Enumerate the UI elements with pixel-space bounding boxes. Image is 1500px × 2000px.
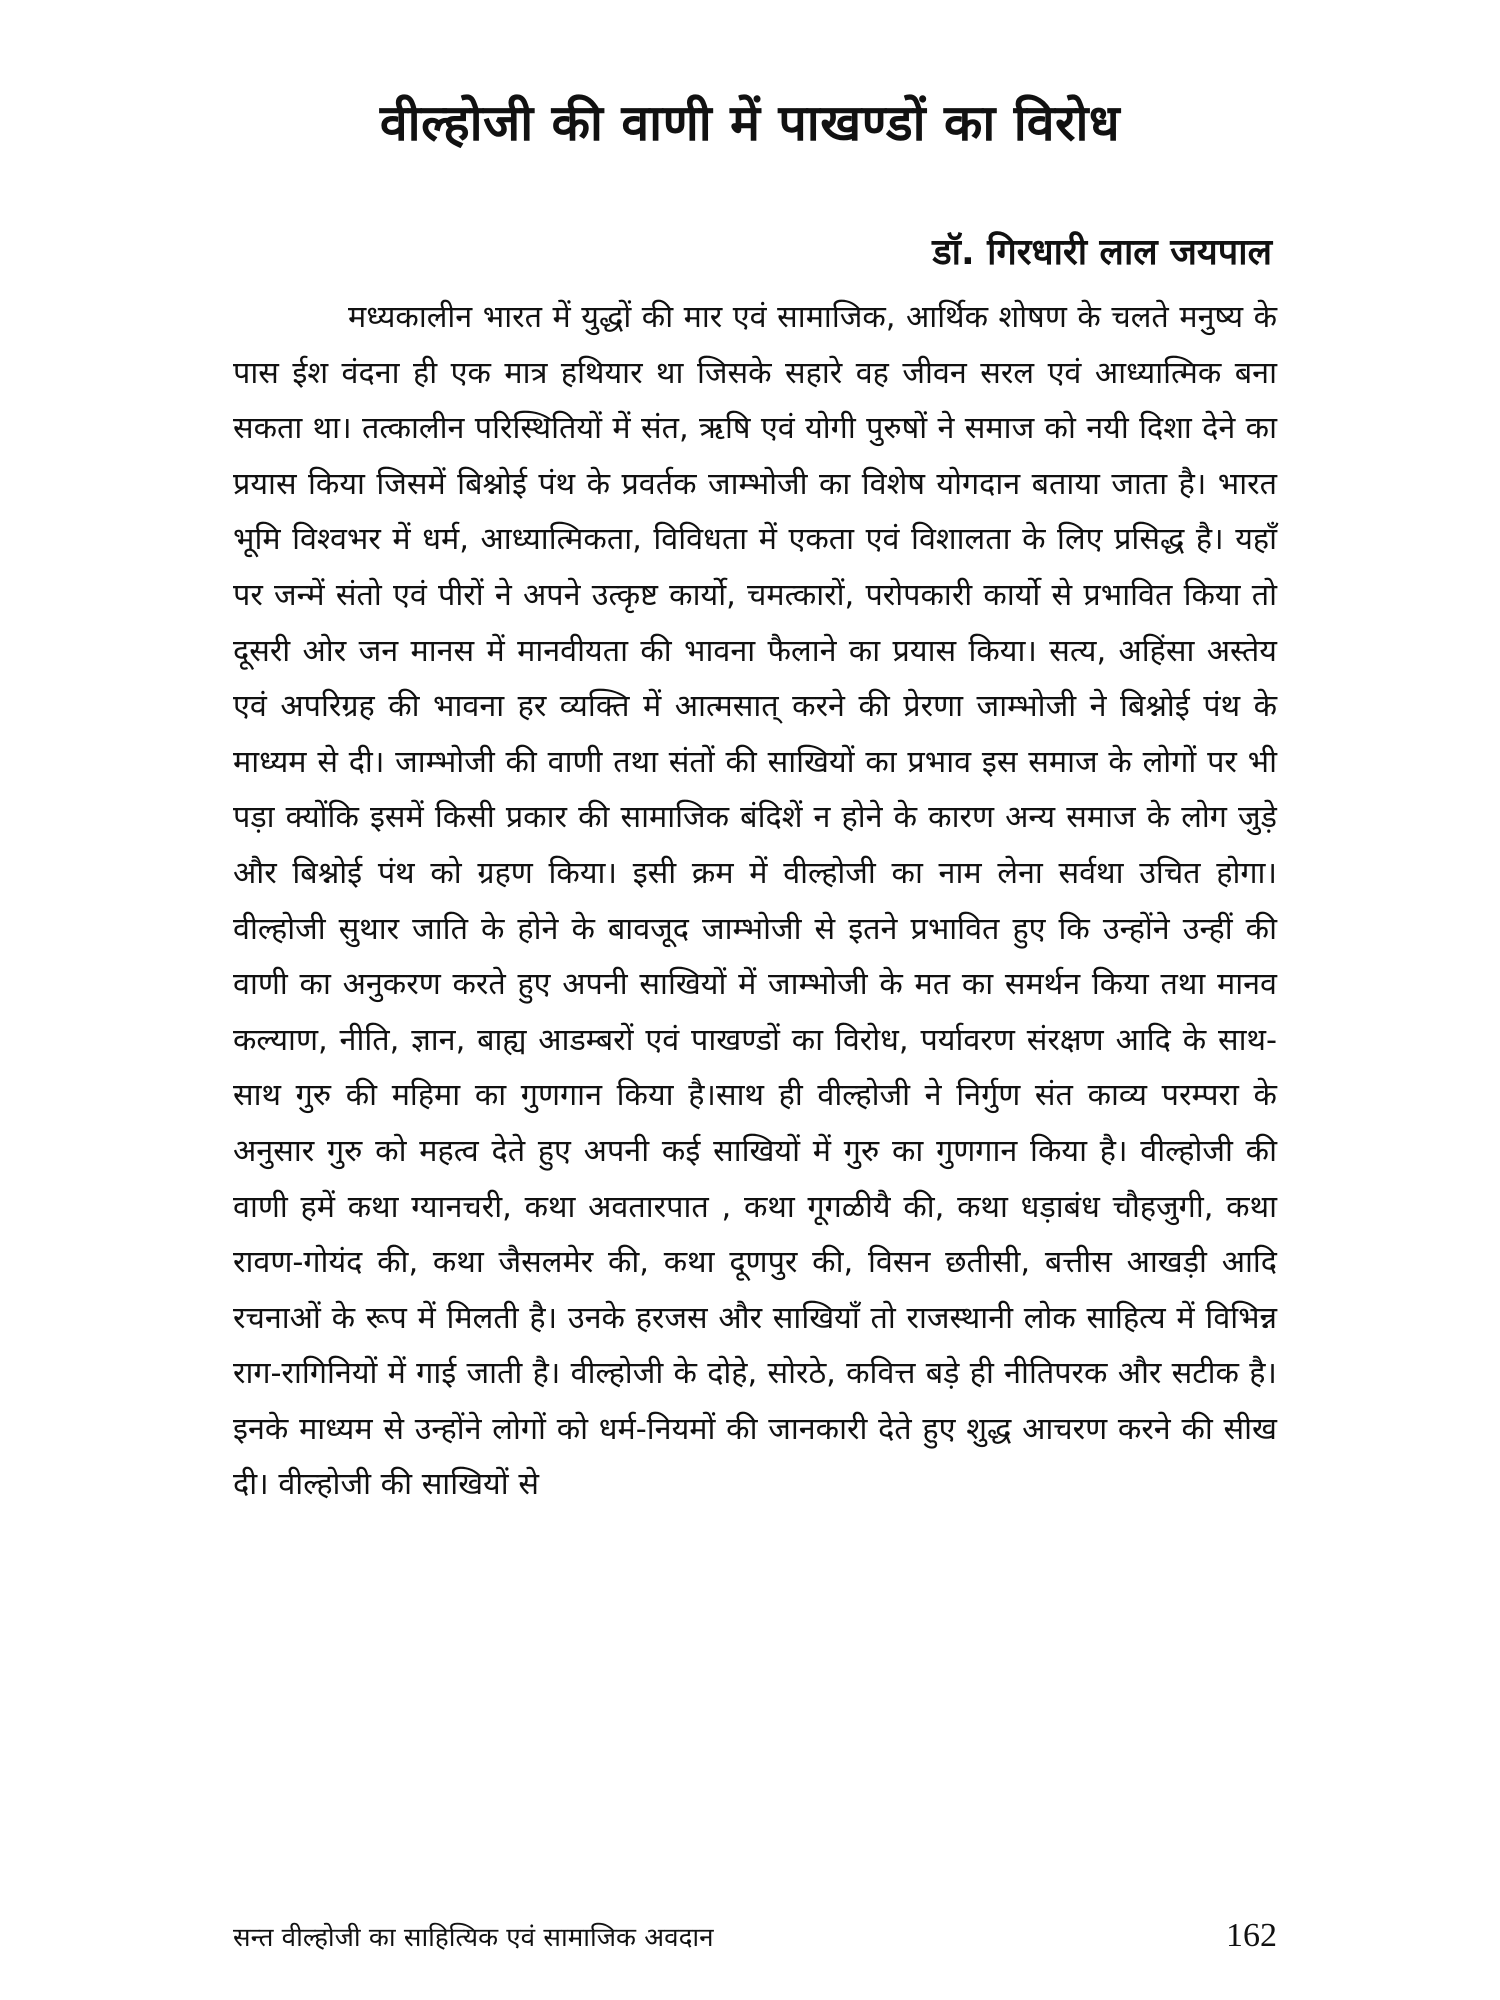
footer-book-title: सन्त वील्होजी का साहित्यिक एवं सामाजिक अवदान	[233, 1923, 714, 1953]
page-number: 162	[1226, 1917, 1277, 1954]
page-footer	[233, 1918, 1277, 1968]
author-name: डॉ. गिरधारी लाल जयपाल	[932, 232, 1272, 273]
body-paragraph: मध्यकालीन भारत में युद्धों की मार एवं सामाजिक, आर्थिक शोषण के चलते मनुष्य के पास ईश वंदना ही एक मात्र हथियार था जिसके सहारे वह जीवन सरल एवं आध्यात्मिक बना सकता था। तत्कालीन परिस्थितियों में संत, ऋषि एवं योगी पुरुषों ने समाज को नयी दिशा देने का प्रयास किया जिसमें बिश्नोई पंथ के प्रवर्तक जाम्भोजी का विशेष योगदान बताया जाता है। भारत भूमि विश्वभर में धर्म, आध्यात्मिकता, विविधता में एकता एवं विशालता के लिए प्रसिद्ध है। यहाँ पर जन्में संतो एवं पीरों ने अपने उत्कृष्ट कार्यो, चमत्कारों, परोपकारी कार्यो से प्रभावित किया तो दूसरी ओर जन मानस में मानवीयता की भावना फैलाने का प्रयास किया। सत्य, अहिंसा अस्तेय एवं अपरिग्रह की भावना हर व्यक्ति में आत्मसात् करने की प्रेरणा जाम्भोजी ने बिश्नोई पंथ के माध्यम से दी। जाम्भोजी की वाणी तथा संतों की साखियों का प्रभाव इस समाज के लोगों पर भी पड़ा क्योंकि इसमें किसी प्रकार की सामाजिक बंदिशें न होने के कारण अन्य समाज के लोग जुड़े और बिश्नोई पंथ को ग्रहण किया। इसी क्रम में वील्होजी का नाम लेना सर्वथा उचित होगा। वील्होजी सुथार जाति के होने के बावजूद जाम्भोजी से इतने प्रभावित हुए कि उन्होंने उन्हीं की वाणी का अनुकरण करते हुए अपनी साखियों में जाम्भोजी के मत का समर्थन किया तथा मानव कल्याण, नीति, ज्ञान, बाह्य आडम्बरों एवं पाखण्डों का विरोध, पर्यावरण संरक्षण आदि के साथ-साथ गुरु की महिमा का गुणगान किया है।साथ ही वील्होजी ने निर्गुण संत काव्य परम्परा के अनुसार गुरु को महत्व देते हुए अपनी कई साखियों में गुरु का गुणगान किया है। वील्होजी की वाणी हमें कथा ग्यानचरी, कथा अवतारपात , कथा गूगळीयै की, कथा धड़ाबंध चौहजुगी, कथा रावण-गोयंद की, कथा जैसलमेर की, कथा दूणपुर की, विसन छतीसी, बत्तीस आखड़ी आदि रचनाओं के रूप में मिलती है। उनके हरजस और साखियाँ तो राजस्थानी लोक साहित्य में विभिन्न राग-रागिनियों में गाई जाती है। वील्होजी के दोहे, सोरठे, कवित्त बड़े ही नीतिपरक और सटीक है। इनके माध्यम से उन्होंने लोगों को धर्म-नियमों की जानकारी देते हुए शुद्ध आचरण करने की सीख दी। वील्होजी की साखियों से	[233, 300, 1277, 1503]
page-title: वील्होजी की वाणी में पाखण्डों का विरोध	[379, 94, 1121, 152]
